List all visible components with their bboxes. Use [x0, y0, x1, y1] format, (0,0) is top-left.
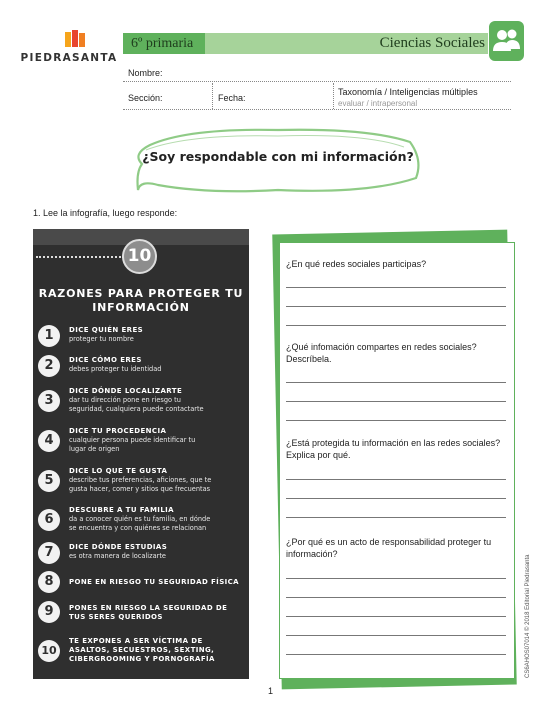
question-3: [286, 438, 506, 461]
reason-heading: DICE QUIÉN ERES: [69, 326, 144, 334]
answer-line[interactable]: [286, 635, 506, 636]
answer-line[interactable]: [286, 654, 506, 655]
people-icon: [489, 21, 524, 61]
reason-heading: DESCUBRE A TU FAMILIA: [69, 506, 174, 514]
reason-heading: DICE CÓMO ERES: [69, 356, 142, 364]
reason-number: 3: [38, 390, 60, 412]
reason-heading: TUS SERES QUERIDOS: [69, 613, 163, 621]
reason-description: cualquier persona puede identificar tu: [69, 436, 196, 444]
reason-text: [69, 637, 249, 664]
question-4-line2: información?: [286, 548, 338, 559]
reason-text: [69, 506, 249, 532]
reason-number: 6: [38, 509, 60, 531]
question-2-line2: Descríbela.: [286, 353, 332, 364]
question-1: ¿En qué redes sociales participas?: [286, 259, 427, 269]
reason-number: 2: [38, 355, 60, 377]
reason-description: proteger tu nombre: [69, 335, 134, 343]
date-label: Fecha:: [218, 93, 246, 103]
question-4-line1: ¿Por qué es un acto de responsabilidad proteger tu: [286, 537, 492, 547]
piedrasanta-logo: [14, 28, 124, 68]
reason-description: gusta hacer, comer y sitios que frecuentas: [69, 484, 211, 493]
reason-heading: DICE DÓNDE ESTUDIAS: [69, 543, 168, 551]
infographic-title: [37, 287, 245, 315]
question-2-line1: ¿Qué infomación compartes en redes sociales?: [286, 342, 477, 352]
reason-description: describe tus preferencias, aficiones, que te: [69, 476, 212, 484]
copyright-code: CS6AHOS07014 © 2018 Editorial Piedrasanta: [525, 554, 531, 678]
infographic-title-line2: INFORMACIÓN: [92, 301, 190, 314]
name-label: Nombre:: [128, 68, 163, 78]
answer-line[interactable]: [286, 498, 506, 499]
answer-line[interactable]: [286, 420, 506, 421]
answer-line[interactable]: [286, 325, 506, 326]
subject-label: Ciencias Sociales: [379, 35, 485, 51]
answer-line[interactable]: [286, 287, 506, 288]
infographic: [33, 229, 249, 679]
question-3-line1: ¿Está protegida tu información en las redes sociales?: [286, 438, 501, 448]
answer-line[interactable]: [286, 401, 506, 402]
ten-badge: 10: [122, 239, 157, 274]
reason-number: 8: [38, 571, 60, 593]
question-card: [279, 242, 515, 679]
answer-line[interactable]: [286, 479, 506, 480]
reason-description: lugar de origen: [69, 444, 120, 453]
reason-heading: PONE EN RIESGO TU SEGURIDAD FÍSICA: [69, 578, 239, 586]
question-3-line2: Explica por qué.: [286, 449, 351, 460]
answer-line[interactable]: [286, 382, 506, 383]
question-2: [286, 342, 506, 365]
reason-description: se encuentra y con quiénes se relacionan: [69, 523, 207, 532]
reason-text: [69, 326, 249, 344]
instruction: 1. Lee la infografía, luego responde:: [33, 208, 178, 218]
reason-text: [69, 387, 249, 413]
reason-description: seguridad, cualquiera puede contactarte: [69, 404, 204, 413]
reason-text: [69, 578, 249, 587]
taxonomy-label: Taxonomía / Inteligencias múltiples: [338, 87, 478, 97]
answer-line[interactable]: [286, 306, 506, 307]
reason-heading: ASALTOS, SECUESTROS, SEXTING,: [69, 646, 215, 654]
section-label: Sección:: [128, 93, 163, 103]
reason-heading: DICE TU PROCEDENCIA: [69, 427, 167, 435]
reason-text: [69, 427, 249, 453]
reason-description: debes proteger tu identidad: [69, 365, 162, 373]
form-divider: [333, 83, 334, 109]
answer-line[interactable]: [286, 616, 506, 617]
name-line: [123, 81, 511, 82]
reason-heading: DICE LO QUE TE GUSTA: [69, 467, 168, 475]
answer-line[interactable]: [286, 578, 506, 579]
reason-text: [69, 356, 249, 374]
reason-heading: CIBERGROOMING Y PORNOGRAFÍA: [69, 655, 215, 663]
reason-text: [69, 543, 249, 561]
reason-number: 5: [38, 470, 60, 492]
reason-description: da a conocer quién es tu familia, en dónde: [69, 515, 211, 523]
reason-heading: TE EXPONES A SER VÍCTIMA DE: [69, 637, 203, 645]
book-logo-icon: [64, 30, 86, 48]
section-line: [123, 109, 511, 110]
reason-number: 1: [38, 325, 60, 347]
page-number: 1: [268, 686, 274, 696]
answer-line[interactable]: [286, 597, 506, 598]
reason-heading: PONES EN RIESGO LA SEGURIDAD DE: [69, 604, 228, 612]
form-divider: [212, 83, 213, 109]
reason-description: es otra manera de localizarte: [69, 552, 166, 560]
reason-number: 4: [38, 430, 60, 452]
reason-description: dar tu dirección pone en riesgo tu: [69, 396, 181, 404]
reason-text: [69, 604, 249, 622]
reason-number: 7: [38, 542, 60, 564]
reason-heading: DICE DÓNDE LOCALIZARTE: [69, 387, 183, 395]
taxonomy-values: evaluar / intrapersonal: [338, 99, 418, 108]
reason-number: 10: [38, 640, 60, 662]
grade-label: 6º primaria: [123, 33, 205, 54]
reason-number: 9: [38, 601, 60, 623]
reason-text: [69, 467, 249, 493]
dotted-rule: [36, 256, 124, 258]
brand-name: PIEDRASANTA: [20, 52, 118, 64]
question-4: [286, 537, 506, 560]
answer-line[interactable]: [286, 517, 506, 518]
infographic-title-line1: RAZONES PARA PROTEGER TU: [38, 287, 244, 300]
page-title: ¿Soy respondable con mi información?: [142, 149, 414, 164]
